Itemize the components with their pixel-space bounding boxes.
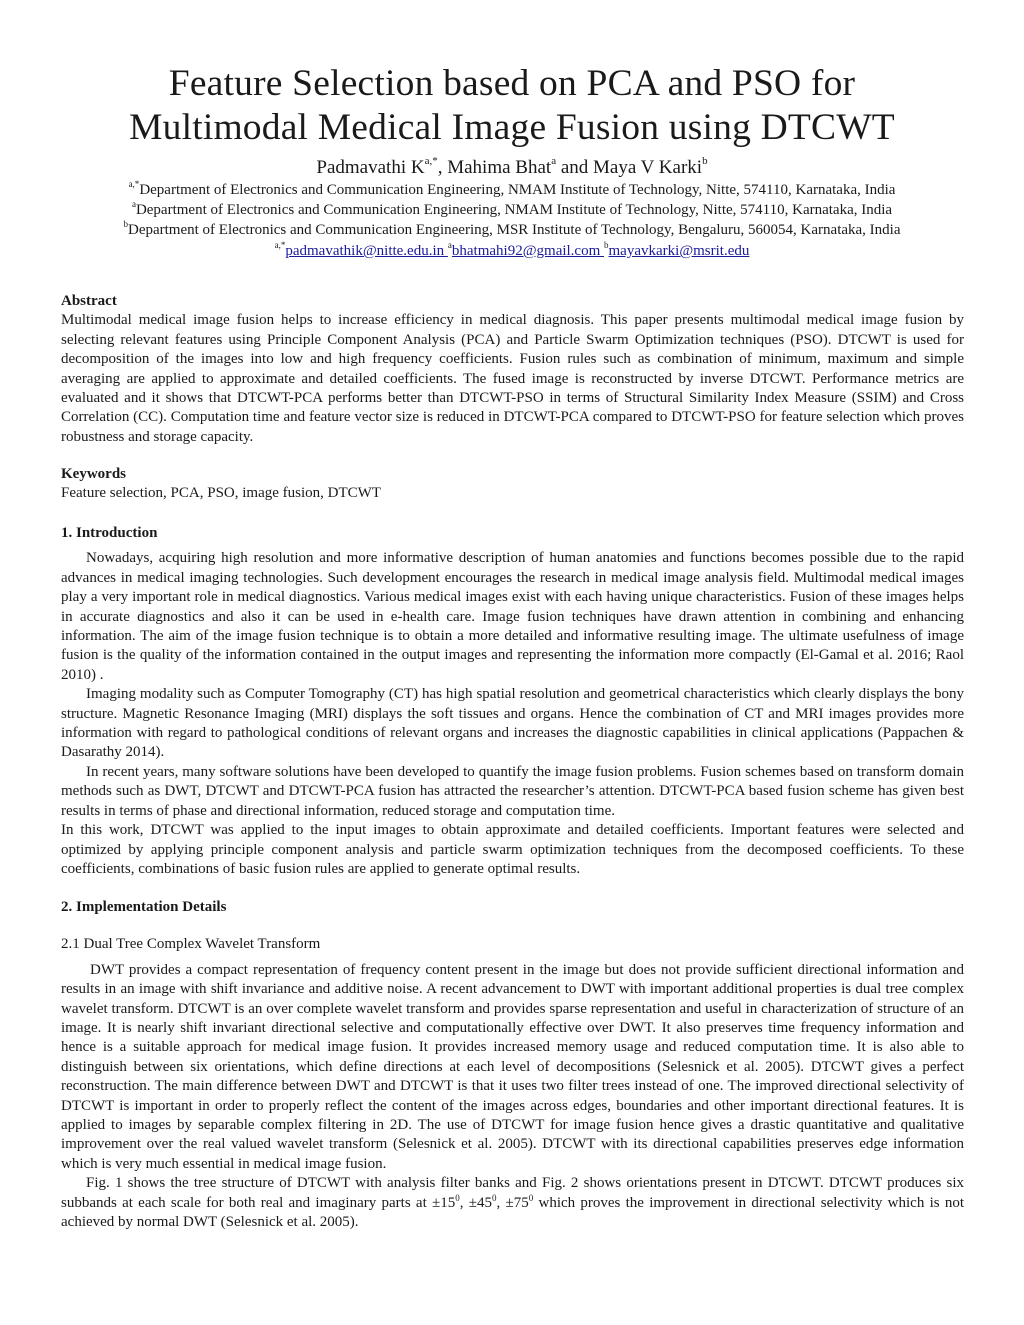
author-name: Padmavathi K — [316, 157, 425, 178]
author-name: and Maya V Karki — [556, 157, 703, 178]
abstract-heading: Abstract — [61, 293, 117, 309]
degree-superscript: 0 — [528, 1192, 534, 1203]
title-line-1: Feature Selection based on PCA and PSO for — [168, 63, 856, 104]
email-link[interactable]: bhatmahi92@gmail.com — [451, 243, 605, 259]
degree-superscript: 0 — [455, 1192, 460, 1203]
affiliation-marker: a — [131, 199, 136, 209]
implementation-heading: 2. Implementation Details — [61, 899, 227, 915]
paragraph-text: Fig. 1 shows the tree structure of DTCWT with analysis filter banks and Fig. 2 shows orientations present in DTCWT. DTCWT produces six subbands at each scale for both real and imaginary parts at ±15 — [61, 1175, 964, 1211]
introduction-section — [61, 524, 964, 879]
affiliation-text: Department of Electronics and Communication Engineering, NMAM Institute of Technology, Nitte, 574110, Karnataka, India — [135, 202, 893, 218]
title-line-2: Multimodal Medical Image Fusion using DTCWT — [129, 107, 895, 148]
author-name: , Mahima Bhat — [437, 157, 552, 178]
paragraph — [61, 1174, 964, 1232]
subsection-heading: 2.1 Dual Tree Complex Wavelet Transform — [61, 936, 321, 953]
email-link[interactable]: mayavkarki@msrit.edu — [608, 243, 750, 259]
affiliation-marker: a,* — [128, 179, 140, 189]
author-marker: a — [551, 155, 557, 167]
paragraph: DWT provides a compact representation of frequency content present in the image but does not provide sufficient directional information and results in an image with shift invariance and additive noise. A recent advancement to DWT with important additional properties is dual tree complex wavelet transform. DTCWT is an over complete wavelet transform and provides sparse representation and useful in characterization of structure of an image. It is nearly shift invariant directional selective and computationally effective over DWT. It also preserves time frequency information and hence is a suitable approach for medical image fusion. It provides increased memory usage and reduced computation time. It is also able to distinguish between six orientations, which define directions at each level of decompositions (Selesnick et al. 2005). DTCWT gives a perfect reconstruction. The main difference between DWT and DTCWT is that it uses two filter trees instead of one. The improved directional selectivity of DTCWT is important in order to properly reflect the content of the images across edges, boundaries and other important directional features. It is applied to images by separable complex filtering in 2D. The use of DTCWT for image fusion hence gives a drastic quantitative and qualitative improvement over the real valued wavelet transform (Selesnick et al. 2005). DTCWT with its directional capabilities preserves edge information which is very much essential in medical image fusion. — [61, 961, 964, 1172]
email-marker: b — [604, 240, 609, 250]
paragraph-text: , ±75 — [496, 1194, 529, 1211]
keywords-section — [61, 465, 964, 504]
paragraph: In recent years, many software solutions have been developed to quantify the image fusion problems. Fusion schemes based on transform domain methods such as DWT, DTCWT and DTCWT-PCA fusion has attracted the researcher’s attention. DTCWT-PCA based fusion scheme has given best results in terms of phase and directional information, reduced storage and computation time. — [61, 763, 964, 819]
introduction-heading: 1. Introduction — [61, 525, 158, 541]
author-marker: b — [702, 155, 708, 167]
affiliation — [0, 200, 1024, 220]
affiliation-text: Department of Electronics and Communication Engineering, NMAM Institute of Technology, Nitte, 574110, Karnataka, India — [139, 182, 896, 198]
author-marker: a,* — [424, 155, 438, 167]
email-list — [0, 241, 1024, 261]
affiliation-text: Department of Electronics and Communication Engineering, MSR Institute of Technology, Bengaluru, 560054, Karnataka, India — [127, 222, 901, 238]
affiliation — [0, 220, 1024, 240]
email-marker: a,* — [274, 240, 286, 250]
keywords-heading: Keywords — [61, 466, 126, 482]
paragraph-text: , ±45 — [459, 1194, 492, 1211]
degree-superscript: 0 — [491, 1192, 497, 1203]
keywords-text: Feature selection, PCA, PSO, image fusion, DTCWT — [61, 485, 381, 502]
email-marker: a — [447, 240, 452, 250]
paragraph: Nowadays, acquiring high resolution and more informative description of human anatomies and functions becomes possible due to the rapid advances in medical imaging technologies. Such development encourages the research in medical image analysis field. Multimodal medical images play a very important role in medical diagnostics. Various medical images exist with each having unique characteristics. Fusion of these images helps in accurate diagnostics and also it can be used in e-health care. Image fusion techniques have drawn attention in combining and enhancing information. The aim of the image fusion technique is to obtain a more detailed and informative resulting image. The ultimate usefulness of image fusion is the quality of the information contained in the output images and representing the information more compactly (El-Gamal et al. 2016; Raol 2010) . — [61, 550, 964, 683]
affiliation-marker: b — [123, 219, 128, 229]
affiliation — [0, 180, 1024, 200]
implementation-section — [61, 898, 964, 1233]
author-list — [0, 156, 1024, 180]
paragraph-text: which proves the improvement in directional selectivity which is not achieved by normal DWT (Selesnick et al. 2005). — [61, 1194, 965, 1231]
email-link[interactable]: padmavathik@nitte.edu.in — [285, 243, 448, 259]
paragraph: In this work, DTCWT was applied to the input images to obtain approximate and detailed coefficients. Important features were selected and optimized by applying principle component analysis and particle swarm optimization techniques from the decomposed coefficients. To these coefficients, combinations of basic fusion rules are applied to generate optimal results. — [61, 822, 964, 877]
paragraph: Imaging modality such as Computer Tomography (CT) has high spatial resolution and geometrical characteristics which clearly displays the bony structure. Magnetic Resonance Imaging (MRI) displays the soft tissues and organs. Hence the combination of CT and MRI images provides more information with regard to pathological conditions of relevant organs and increases the diagnostic capabilities in clinical applications (Pappachen & Dasarathy 2014). — [61, 686, 964, 761]
abstract-section — [61, 292, 964, 447]
abstract-text: Multimodal medical image fusion helps to increase efficiency in medical diagnosis. This paper presents multimodal medical image fusion by selecting relevant features using Principle Component Analysis (PCA) and Particle Swarm Optimization techniques (PSO). DTCWT is used for decomposition of the images into low and high frequency coefficients. Fusion rules such as combination of minimum, maximum and simple averaging are applied to approximate and detailed coefficients. The fused image is reconstructed by inverse DTCWT. Performance metrics are evaluated and it shows that DTCWT-PCA performs better than DTCWT-PSO in terms of Structural Similarity Index Measure (SSIM) and Cross Correlation (CC). Computation time and feature vector size is reduced in DTCWT-PCA compared to DTCWT-PSO for feature selection which proves robustness and storage capacity. — [61, 312, 964, 445]
paper-title — [0, 0, 1024, 150]
